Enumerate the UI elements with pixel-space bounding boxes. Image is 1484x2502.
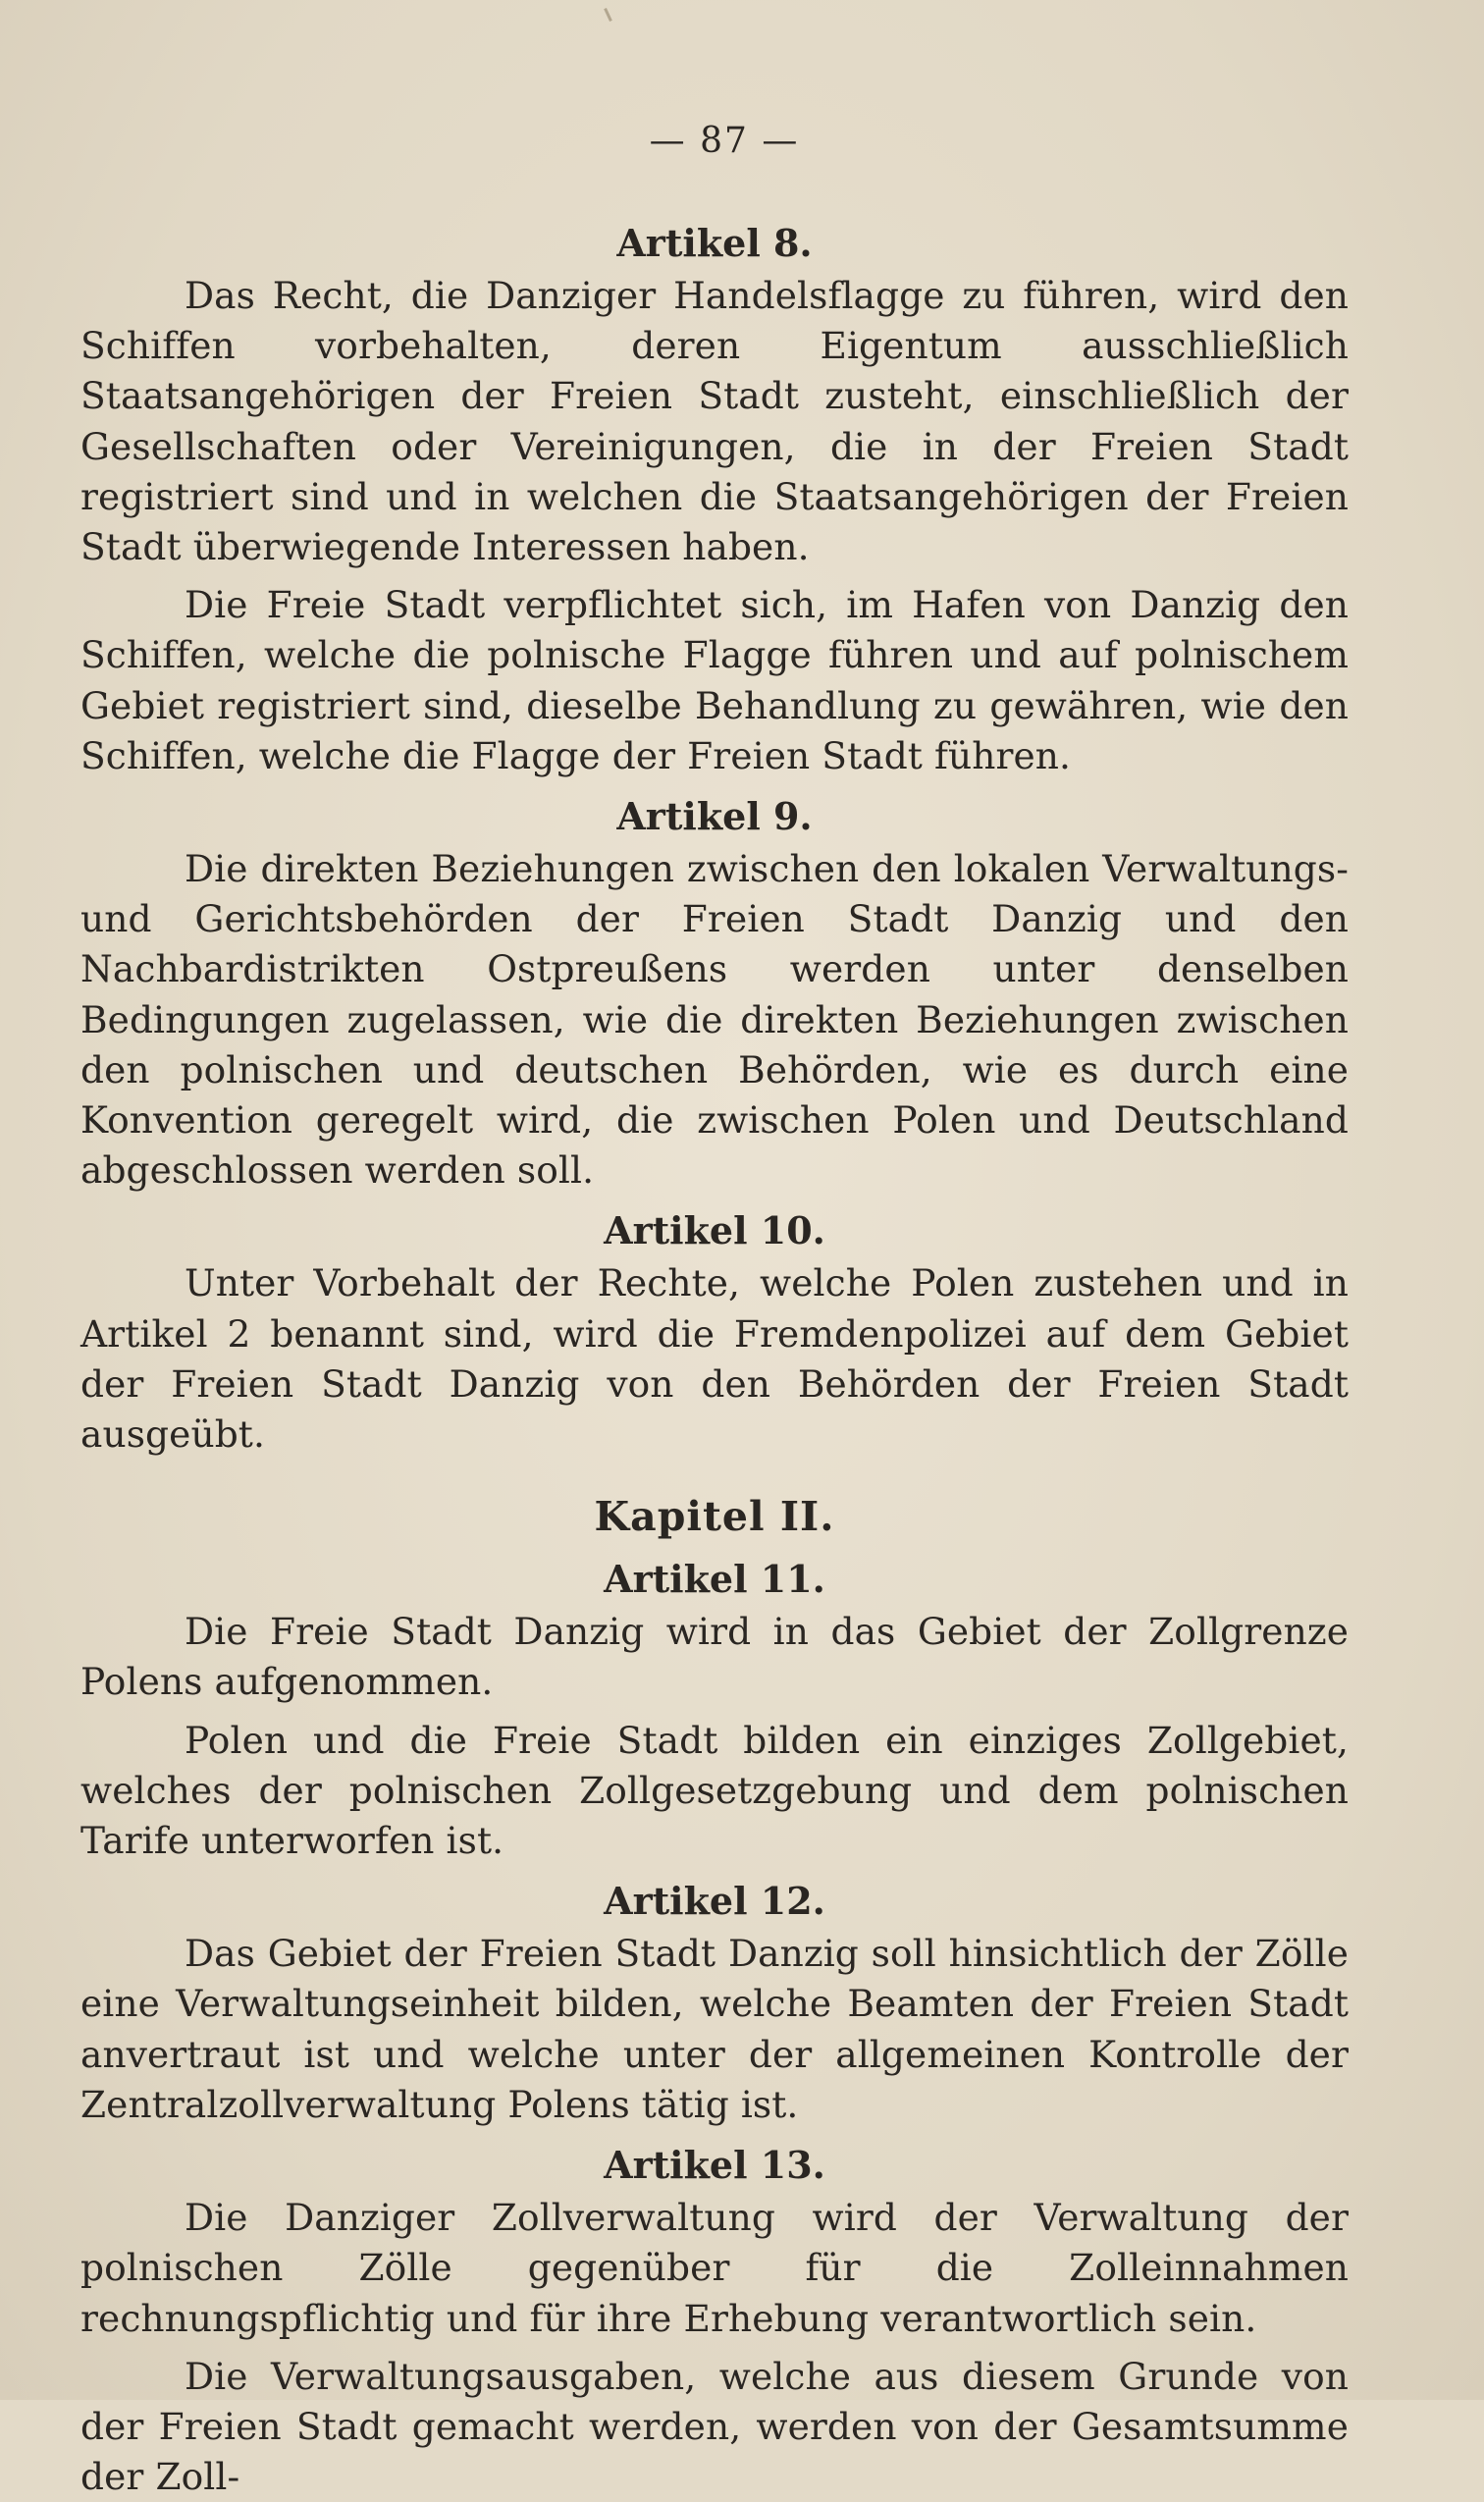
paragraph: Die Freie Stadt verpflichtet sich, im Hafen von Danzig den Schiffen, welche die polnische Flagge führen und auf polnischem Gebiet registriert sind, dieselbe Behandlung zu gewähren, wie den Schiffen, welche die Flagge der Freien Stadt führen. [80,583,1349,777]
paper-speck [604,8,612,22]
article-heading: Artikel 9. [616,794,813,839]
page-number: — 87 — [649,121,800,161]
article-heading: Artikel 8. [616,221,813,265]
article-heading: Artikel 13. [604,2143,825,2188]
paragraph: Das Gebiet der Freien Stadt Danzig soll hinsichtlich der Zölle eine Verwaltungseinheit bilden, welche Beamten der Freien Stadt anvertraut ist und welche unter der allgemeinen Kontrolle der Zentralzollverwaltung Polens tätig ist. [80,1932,1349,2126]
paragraph: Das Recht, die Danziger Handelsflagge zu führen, wird den Schiffen vorbehalten, deren Eigentum ausschließlich Staatsangehörigen der Freien Stadt zusteht, einschließlich der Gesellschaften oder Vereinigungen, die in der Freien Stadt registriert sind und in welchen die Staatsangehörigen der Freien Stadt überwiegende Interessen haben. [80,274,1349,569]
paragraph: Die Verwaltungsausgaben, welche aus diesem Grunde von der Freien Stadt gemacht werden, werden von der Gesamtsumme der Zoll- [80,2354,1349,2499]
article-heading: Artikel 12. [604,1879,825,1924]
paragraph: Die Danziger Zollverwaltung wird der Verwaltung der polnischen Zölle gegenüber für die Zolleinnahmen rechnungspflichtig und für ihre Erhebung verantwortlich sein. [80,2196,1349,2340]
paragraph: Unter Vorbehalt der Rechte, welche Polen zustehen und in Artikel 2 benannt sind, wird die Fremdenpolizei auf dem Gebiet der Freien Stadt Danzig von den Behörden der Freien Stadt ausgeübt. [80,1261,1349,1457]
paragraph: Polen und die Freie Stadt bilden ein einziges Zollgebiet, welches der polnischen Zollgesetzgebung und dem polnischen Tarife unterworfen ist. [80,1718,1349,1863]
chapter-heading: Kapitel II. [594,1493,835,1541]
paragraph: Die Freie Stadt Danzig wird in das Gebiet der Zollgrenze Polens aufgenommen. [80,1610,1349,1704]
article-heading: Artikel 10. [604,1208,825,1253]
article-heading: Artikel 11. [604,1557,825,1602]
paragraph: Die direkten Beziehungen zwischen den lokalen Verwaltungs- und Gerichtsbehörden der Freien Stadt Danzig und den Nachbardistrikten Ostpreußens werden unter denselben Bedingungen zugelassen, wie die direkten Beziehungen zwischen den polnischen und deutschen Behörden, wie es durch eine Konvention geregelt wird, die zwischen Polen und Deutschland abgeschlossen werden soll. [80,847,1349,1193]
